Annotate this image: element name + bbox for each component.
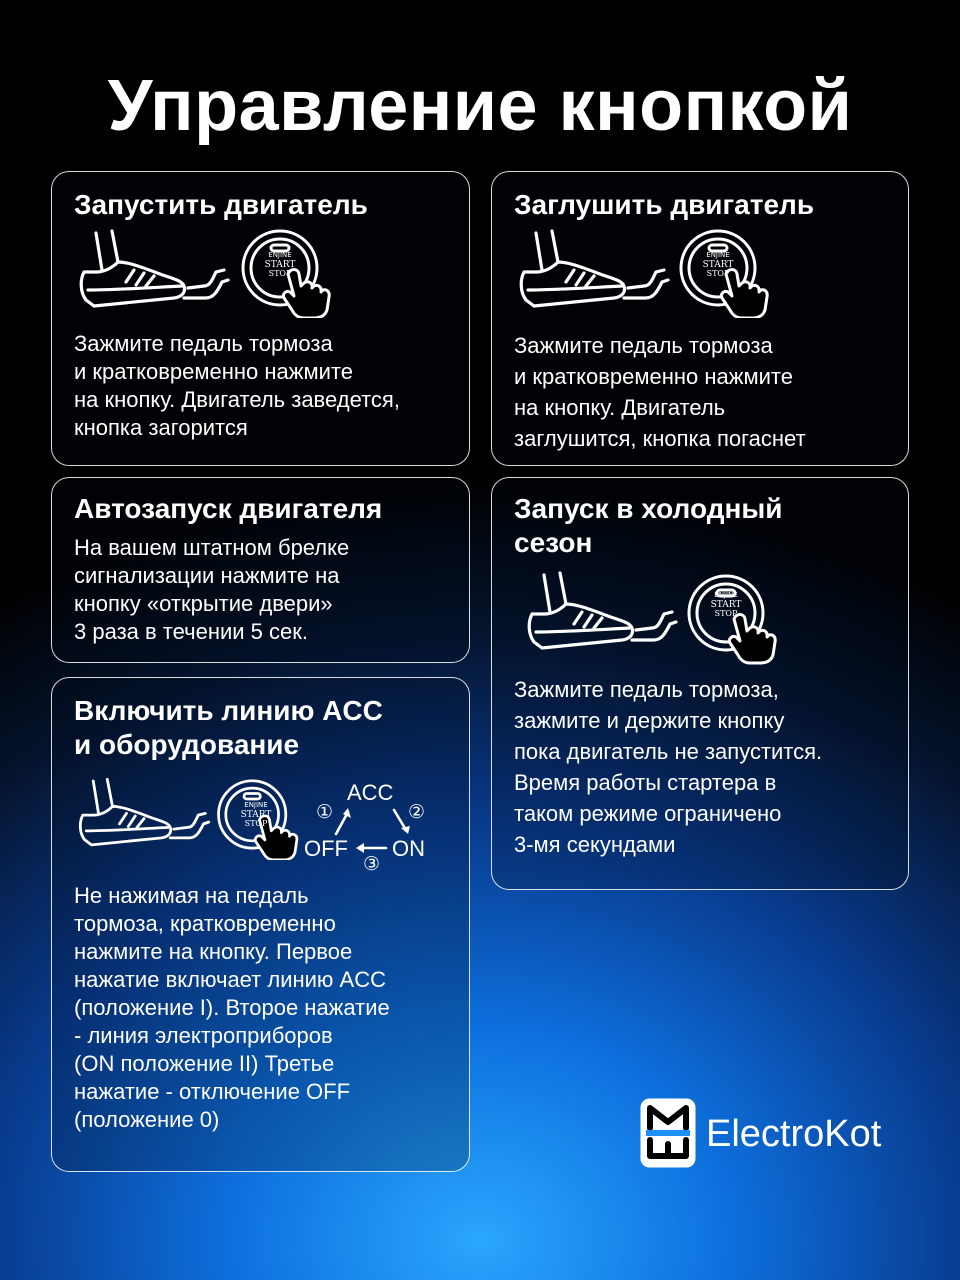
card-autostart xyxy=(51,477,470,663)
diagram-on-label: ON xyxy=(392,836,425,861)
arrow-head-off xyxy=(356,843,364,853)
card-acc-title-line1: Включить линию ACC xyxy=(74,695,383,726)
start-stop-button-icon xyxy=(684,568,794,668)
button-icon-label-1: ENJINE xyxy=(268,251,292,259)
card-acc-line xyxy=(51,677,470,1172)
card-cold-start-title-line2: сезон xyxy=(514,527,593,558)
button-icon-label-1: ENJINE xyxy=(706,251,730,259)
card-start-engine-title: Запустить двигатель xyxy=(74,189,368,220)
page-title: Управление кнопкой xyxy=(107,66,853,146)
card-acc-title-line2: и оборудование xyxy=(74,729,300,760)
arrow-head-on xyxy=(401,826,410,834)
brake-pedal-icon xyxy=(74,776,214,856)
card-cold-start-text: Зажмите педаль тормоза, зажмите и держите кнопку пока двигатель не запустится. Время работы стартера в таком режиме ограничено 3-мя секундами xyxy=(514,677,823,857)
brake-pedal-icon xyxy=(74,228,234,318)
diagram-acc-label: ACC xyxy=(347,780,394,805)
start-stop-button-icon xyxy=(214,778,314,860)
diagram-step-1: ① xyxy=(316,801,334,823)
card-stop-engine-title: Заглушить двигатель xyxy=(514,189,815,220)
card-start-engine xyxy=(51,171,470,466)
acc-cycle-diagram xyxy=(302,774,442,874)
start-stop-button-icon xyxy=(238,228,348,318)
start-stop-button-icon xyxy=(676,228,786,318)
card-stop-engine xyxy=(491,171,909,466)
card-cold-start xyxy=(491,477,909,890)
electrokot-logo-icon xyxy=(640,1098,696,1168)
button-icon-label-1: ENJINE xyxy=(244,801,268,809)
arrow-acc-to-on xyxy=(394,810,406,830)
card-stop-engine-text: Зажмите педаль тормоза и кратковременно нажмите на кнопку. Двигатель заглушится, кнопка погаснет xyxy=(514,333,806,451)
button-icon-label-1: ENJINE xyxy=(714,591,738,599)
button-icon-label-2: START xyxy=(710,600,742,610)
diagram-step-3: ③ xyxy=(363,853,381,874)
card-start-engine-text: Зажмите педаль тормоза и кратковременно нажмите на кнопку. Двигатель заведется, кнопка загорится xyxy=(74,331,400,440)
brake-pedal-icon xyxy=(522,570,682,660)
card-autostart-title: Автозапуск двигателя xyxy=(74,493,383,524)
card-cold-start-title-line1: Запуск в холодный xyxy=(514,493,783,524)
button-icon-label-2: START xyxy=(702,260,734,270)
brand-name: ElectroKot xyxy=(706,1113,882,1155)
card-autostart-text: На вашем штатном брелке сигнализации нажмите на кнопку «открытие двери» 3 раза в течении 5 сек. xyxy=(74,535,350,644)
button-icon-label-3: STOP xyxy=(244,819,268,828)
button-icon-label-3: STOP xyxy=(714,609,738,618)
button-icon-label-3: STOP xyxy=(706,269,730,278)
diagram-step-2: ② xyxy=(408,801,426,823)
button-icon-label-2: START xyxy=(240,810,272,820)
card-acc-title xyxy=(74,694,451,762)
brake-pedal-icon xyxy=(514,228,674,318)
button-icon-label-2: START xyxy=(264,260,296,270)
button-icon-label-3: STOP xyxy=(268,269,292,278)
diagram-off-label: OFF xyxy=(304,836,348,861)
card-cold-start-title xyxy=(514,492,890,560)
card-acc-text: Не нажимая на педаль тормоза, кратковременно нажмите на кнопку. Первое нажатие включает линию ACC (положение I). Второе нажатие - линия электроприборов (ON положение II) Третье нажатие - отключение OFF (положение 0) xyxy=(74,883,390,1132)
